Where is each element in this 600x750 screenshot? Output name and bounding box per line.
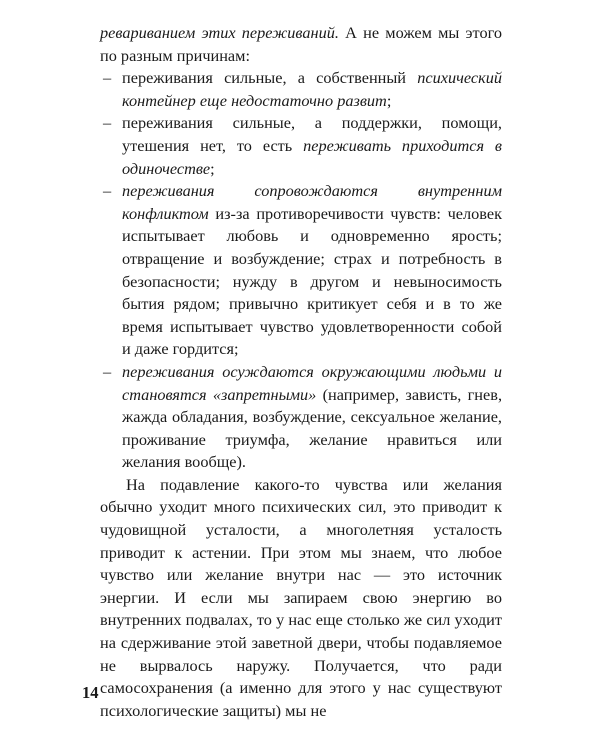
intro-text: А не можем мы этого по разным причинам: <box>100 23 502 65</box>
body-paragraph: На подавление какого-то чувства или желания обычно уходит много психических сил, это приводит к чудовищной усталости, а многолетняя усталость приводит к астении. При этом мы знаем, что любое чувство или желание внутри нас — это источник энергии. И если мы запираем свою энергию во внутренних подвалах, то у нас еще столько же сил уходит на сдерживание этой заветной двери, чтобы подавляемое не вырвалось наружу. Получается, что ради самосохранения (а именно для этого у нас существуют психологические защиты) мы не <box>100 474 502 720</box>
list-item-text: ; <box>386 90 392 110</box>
list-item-italic: переживания осуждаются окружающими людьми и становятся «запретными» <box>122 361 502 404</box>
intro-italic: ревариванием этих переживаний. <box>100 23 339 42</box>
list-item-text: переживания сильные, а собственный <box>122 68 418 88</box>
list-item-text: переживания сильные, а поддержки, помощи, утешения нет, то есть <box>122 113 502 155</box>
intro-paragraph <box>100 22 502 67</box>
list-item <box>100 180 502 361</box>
list-item-italic: переживания сопровождаются внутренним конфликтом <box>122 181 502 223</box>
list-item <box>100 361 502 474</box>
list-item-text: ; <box>210 158 215 178</box>
reasons-list <box>100 67 502 474</box>
list-item-italic: переживать приходится в одиночестве <box>122 135 503 178</box>
list-item-text: из-за противоречивости чувств: человек испытывает любовь и одновременно ярость; отвращение и возбуждение; страх и потребность в безопасности; нужду в другом и невыносимость бытия рядом; привычно критикует себя и в то же время испытывает чувство удовлетворенности собой и даже гордится; <box>122 203 502 359</box>
list-item <box>100 112 502 180</box>
list-item <box>100 67 502 112</box>
list-item-text: (например, зависть, гнев, жажда обладания, возбуждение, сексуальное желание, проживание триумфа, желание нравиться или желания вообще). <box>122 384 503 472</box>
page-body <box>100 22 502 722</box>
page-number: 14 <box>82 683 99 702</box>
list-item-italic: психический контейнер еще недостаточно развит <box>122 68 502 110</box>
